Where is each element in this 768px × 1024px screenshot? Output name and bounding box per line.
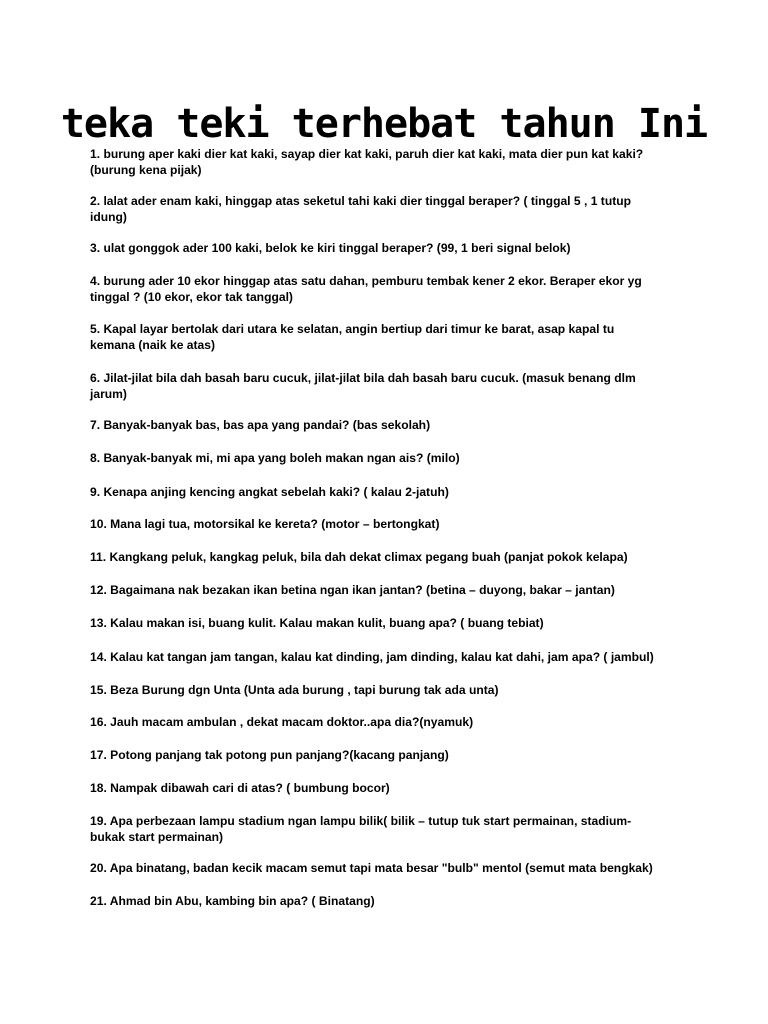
list-item: 21. Ahmad bin Abu, kambing bin apa? ( Binatang)	[90, 894, 375, 908]
list-item: 8. Banyak-banyak mi, mi apa yang boleh makan ngan ais? (milo)	[90, 451, 460, 465]
list-item: 9. Kenapa anjing kencing angkat sebelah kaki? ( kalau 2-jatuh)	[90, 485, 449, 499]
list-item: 6. Jilat-jilat bila dah basah baru cucuk, jilat-jilat bila dah basah baru cucuk. (masuk benang dlm jarum)	[90, 371, 636, 401]
list-item: 4. burung ader 10 ekor hinggap atas satu dahan, pemburu tembak kener 2 ekor. Beraper ekor yg tinggal ? (10 ekor, ekor tak tanggal)	[90, 274, 642, 304]
list-item: 7. Banyak-banyak bas, bas apa yang pandai? (bas sekolah)	[90, 418, 431, 432]
list-item: 11. Kangkang peluk, kangkag peluk, bila dah dekat climax pegang buah (panjat pokok kelapa)	[90, 550, 628, 564]
list-item: 19. Apa perbezaan lampu stadium ngan lampu bilik( bilik – tutup tuk start permainan, stadium- bukak start permainan)	[90, 814, 632, 844]
list-item: 15. Beza Burung dgn Unta (Unta ada burung , tapi burung tak ada unta)	[90, 683, 499, 697]
list-item: 14. Kalau kat tangan jam tangan, kalau kat dinding, jam dinding, kalau kat dahi, jam apa? ( jambul)	[90, 650, 654, 664]
list-item: 5. Kapal layar bertolak dari utara ke selatan, angin bertiup dari timur ke barat, asap kapal tu kemana (naik ke atas)	[90, 322, 615, 352]
document-title: teka teki terhebat tahun Ini	[60, 101, 708, 147]
list-item: 10. Mana lagi tua, motorsikal ke kereta? (motor – bertongkat)	[90, 517, 440, 531]
list-item: 12. Bagaimana nak bezakan ikan betina ngan ikan jantan? (betina – duyong, bakar – jantan)	[90, 583, 615, 597]
list-item: 17. Potong panjang tak potong pun panjang?(kacang panjang)	[90, 748, 449, 762]
list-item: 1. burung aper kaki dier kat kaki, sayap dier kat kaki, paruh dier kat kaki, mata dier pun kat kaki? (burung kena pijak)	[90, 147, 644, 177]
list-item: 13. Kalau makan isi, buang kulit. Kalau makan kulit, buang apa? ( buang tebiat)	[90, 616, 544, 630]
list-item: 3. ulat gonggok ader 100 kaki, belok ke kiri tinggal beraper? (99, 1 beri signal belok)	[90, 241, 571, 255]
list-item: 18. Nampak dibawah cari di atas? ( bumbung bocor)	[90, 781, 390, 795]
list-item: 2. lalat ader enam kaki, hinggap atas seketul tahi kaki dier tinggal beraper? ( tinggal 5 , 1 tutup idung)	[90, 194, 632, 224]
list-item: 20. Apa binatang, badan kecik macam semut tapi mata besar "bulb" mentol (semut mata bengkak)	[90, 861, 653, 875]
list-item: 16. Jauh macam ambulan , dekat macam doktor..apa dia?(nyamuk)	[90, 715, 474, 729]
